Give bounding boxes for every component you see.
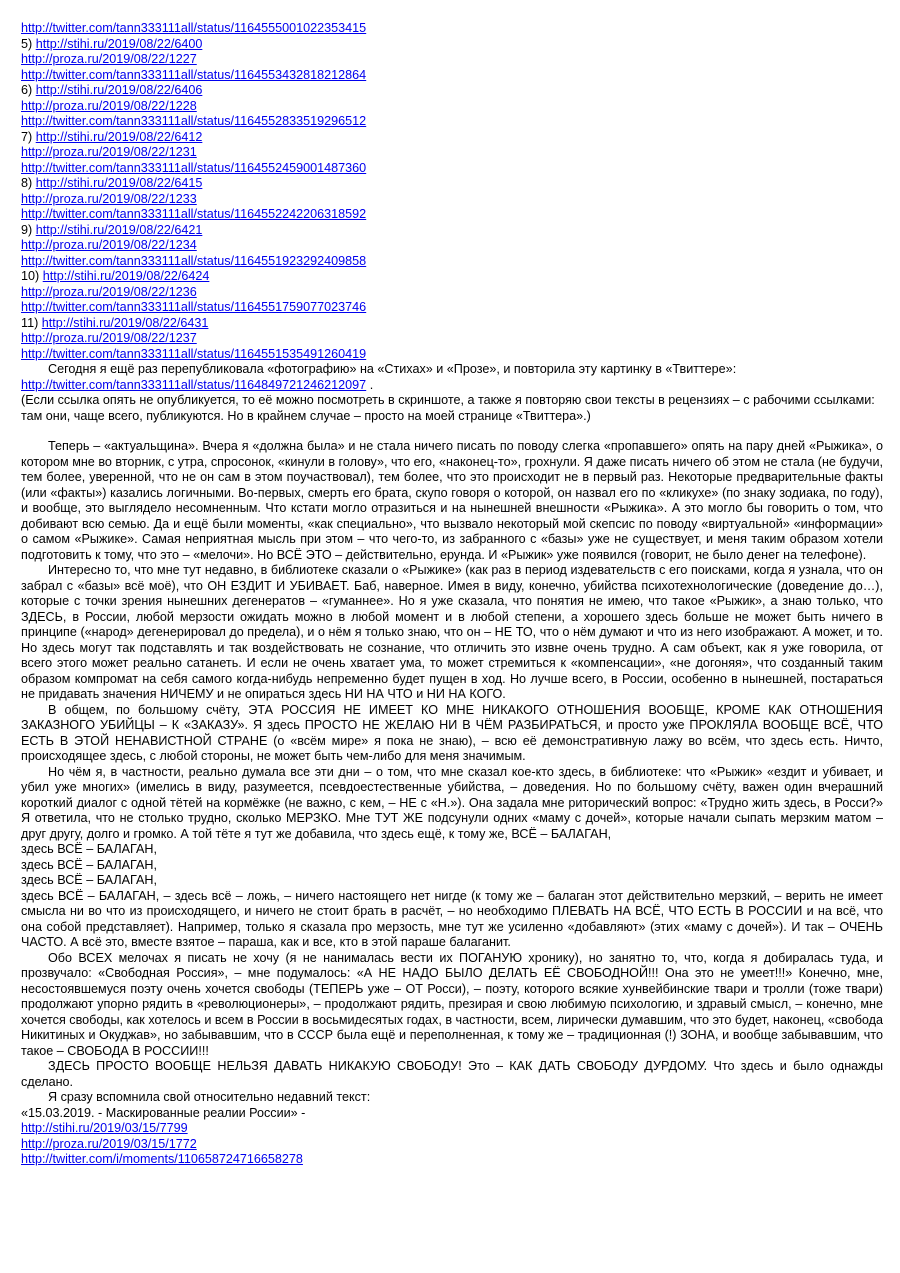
link-number: 6) bbox=[21, 83, 33, 97]
link-row bbox=[21, 68, 883, 84]
link-url[interactable]: http://twitter.com/tann333111all/status/1164552242206318592 bbox=[21, 207, 367, 221]
link-row bbox=[21, 207, 883, 223]
body-paragraph: Но чём я, в частности, реально думала все эти дни – о том, что мне сказал кое-кто здесь, в библиотеке: что «Рыжик» «ездит и убивает, и убил уже многих» (имелись в виду, разумеется, псевдоестественные убийства, – доведения. Но по большому счёту, важен один вчерашний короткий диалог с одной тётей на кормёжке (не важно, с кем, – НЕ с «Н.»). Она задала мне риторический вопрос: «Трудно жить здесь, в Росси?» Я ответила, что не столько трудно, сколько МЕРЗКО. Мне ТУТ ЖЕ подсунули одних «маму с дочей», которые начали сыпать мерзким матом – друг другу, долго и громко. А той тёте я тут же добавила, что здесь ещё, к тому же, ВСЁ – БАЛАГАН, bbox=[21, 764, 883, 841]
link-url[interactable]: http://twitter.com/tann333111all/status/1164552833519296512 bbox=[21, 114, 367, 128]
refrain-line: здесь ВСЁ – БАЛАГАН, bbox=[21, 842, 157, 856]
quote-line: «15.03.2019. - Маскированные реалии России» - bbox=[21, 1105, 306, 1120]
link-url[interactable]: http://proza.ru/2019/08/22/1228 bbox=[21, 98, 197, 113]
link-row bbox=[21, 37, 883, 53]
link-url[interactable]: http://proza.ru/2019/08/22/1233 bbox=[21, 191, 197, 206]
link-url[interactable]: http://twitter.com/tann333111all/status/1164552459001487360 bbox=[21, 160, 367, 175]
link-row bbox=[21, 300, 883, 316]
link-url[interactable]: http://proza.ru/2019/08/22/1231 bbox=[21, 145, 197, 159]
link-url[interactable]: http://stihi.ru/2019/08/22/6421 bbox=[35, 222, 203, 237]
link-row bbox=[21, 114, 883, 130]
links-block bbox=[21, 21, 883, 362]
link-row bbox=[21, 269, 883, 285]
refrain-line: здесь ВСЁ – БАЛАГАН, bbox=[21, 857, 157, 872]
body-paragraph: здесь ВСЁ – БАЛАГАН, – здесь всё – ложь, – ничего настоящего нет нигде (к тому же – балаган этот действительно мерзкий, – верить не имеет смысла ни во что из происходящего, и ничего не стоит брать в расчёт, – но необходимо ПЛЕВАТЬ НА ВСЁ, ЧТО ЕСТЬ В РОССИИ и на всё, что она собой представляет). Например, только я сказала про мерзость, мне тут же усиленно «добавляют» (этих «маму с дочей»). И так – ОЧЕНЬ ЧАСТО. А всё это, вместе взятое – параша, как и все, кто в этой параше балаганит. bbox=[21, 888, 883, 949]
intro-text: Сегодня я ещё раз перепубликовала «фотографию» на «Стихах» и «Прозе», и повторила эту картинку в «Твиттере»: bbox=[48, 362, 737, 376]
body-paragraph: Я сразу вспомнила свой относительно недавний текст: bbox=[48, 1090, 371, 1104]
link-row bbox=[21, 161, 883, 177]
link-row bbox=[21, 176, 883, 192]
body-paragraph: В общем, по большому счёту, ЭТА РОССИЯ НЕ ИМЕЕТ КО МНЕ НИКАКОГО ОТНОШЕНИЯ ВООБЩЕ, КРОМЕ КАК ОТНОШЕНИЯ ЗАКАЗНОГО УБИЙЦЫ – К «ЗАКАЗУ». Я здесь ПРОСТО НЕ ЖЕЛАЮ НИ В ЧЁМ РАЗБИРАТЬСЯ, и просто уже ПРОКЛЯЛА ВООБЩЕ ВСЁ, ЧТО ЕСТЬ В ЭТОЙ НЕНАВИСТНОЙ СТРАНЕ (о «всём мире» я пока не знаю), – всю её демонстративную лажу во всём, что здесь есть. Ничто, происходящее здесь, с любой стороны, не может быть чем-либо для меня значимым. bbox=[21, 702, 883, 763]
body-paragraph: ЗДЕСЬ ПРОСТО ВООБЩЕ НЕЛЬЗЯ ДАВАТЬ НИКАКУЮ СВОБОДУ! Это – КАК ДАТЬ СВОБОДУ ДУРДОМУ. Что здесь и было однажды сделано. bbox=[21, 1059, 883, 1089]
body-paragraph: Обо ВСЕХ мелочах я писать не хочу (я не нанималась вести их ПОГАНУЮ хронику), но занятно то, что, когда я добиралась туда, и прозвучало: «Свободная Россия», – мне подумалось: «А НЕ НАДО БЫЛО ДЕЛАТЬ ЕЁ СВОБОДНОЙ!!! Она это не умеет!!!» Конечно, мне, несостоявшемуся поэту очень хочется свободы (ТЕПЕРЬ уже – ОТ Росси), – поэту, которого всякие хунвейбинские твари и тролли (тоже твари) продолжают упорно рядить в «революционеры», – продолжают рядить, презирая и свою любимую психологию, и здравый смысл, – конечно, мне хочется свободы, как хотелось и всем в России в восьмидесятых годах, в частности, всем, лирически думавшим, что это будет, наконец, «свобода Никитиных и Окуджав», но забывавшим, что в СССР была ещё и переполненная, к тому же – традиционная (!) ЗОНА, и вообще забывавшим, что такое – СВОБОДА В РОССИИ!!! bbox=[21, 950, 883, 1058]
link-url[interactable]: http://stihi.ru/2019/08/22/6400 bbox=[35, 36, 203, 51]
body-paragraph: Теперь – «актуальщина». Вчера я «должна была» и не стала ничего писать по поводу слегка «пропавшего» опять на пару дней «Рыжика», о котором мне во вторник, с утра, спросонок, «кинули в голову», что его, «наконец-то», грохнули. Я даже писать ничего об этом не стала (не будучи, тем более, уверенной, что не он сам в этом поучаствовал), тем более, что это происходит не в первый раз. Некоторые предварительные факты (или «факты») казались логичными. Во-первых, смерть его брата, скупо говоря о которой, он назвал его по «кликухе» (по знаку зодиака, по году), и вообще, это выглядело несомненным. Что кстати могло отразиться и на нынешней внешности «Рыжика». А это могло бы говорить о том, что добивают всю семью. Да и ещё были моменты, «как специально», что вызвало некоторый мой скепсис по поводу «виртуальной» «информации» о самом «Рыжике». Самая неприятная мысль при этом – что чего-то, из забранного с «базы» уже не существует, и меня таким образом хотели подготовить к тому, что это – «мелочи». Но ВСЁ ЭТО – действительно, ерунда. И «Рыжик» уже появился (говорит, не было денег на телефоне). bbox=[21, 439, 883, 562]
link-row bbox=[21, 331, 883, 347]
link-url[interactable]: http://stihi.ru/2019/08/22/6412 bbox=[35, 129, 203, 144]
link-row bbox=[21, 347, 883, 363]
intro-link-tail: . bbox=[366, 377, 374, 392]
link-url[interactable]: http://twitter.com/tann333111all/status/1164555001022353415 bbox=[21, 21, 367, 35]
link-row bbox=[21, 99, 883, 115]
link-url[interactable]: http://twitter.com/tann333111all/status/1164551923292409858 bbox=[21, 253, 367, 268]
link-number: 9) bbox=[21, 222, 33, 237]
intro-note: (Если ссылка опять не опубликуется, то её можно посмотреть в скриншоте, а также я повторяю свои тексты в рецензиях – с рабочими ссылками: там они, чаще всего, публикуются. Но в крайнем случае – просто на моей странице «Твиттера».) bbox=[21, 393, 875, 423]
link-url[interactable]: http://stihi.ru/2019/08/22/6431 bbox=[41, 315, 209, 330]
intro-paragraph bbox=[21, 362, 883, 393]
link-row bbox=[21, 223, 883, 239]
link-row bbox=[21, 145, 883, 161]
refrain-line: здесь ВСЁ – БАЛАГАН, bbox=[21, 873, 157, 887]
final-link[interactable]: http://twitter.com/i/moments/1106587247166582​78 bbox=[21, 1152, 303, 1166]
link-number: 8) bbox=[21, 176, 33, 190]
link-number: 10) bbox=[21, 269, 40, 283]
link-url[interactable]: http://twitter.com/tann333111all/status/1164553432818212864 bbox=[21, 67, 367, 82]
paragraph-gap bbox=[21, 424, 883, 439]
link-number: 7) bbox=[21, 129, 33, 144]
link-row bbox=[21, 192, 883, 208]
link-url[interactable]: http://proza.ru/2019/08/22/1237 bbox=[21, 331, 197, 345]
link-row bbox=[21, 130, 883, 146]
link-row bbox=[21, 83, 883, 99]
document-page bbox=[21, 21, 883, 1168]
link-url[interactable]: http://stihi.ru/2019/08/22/6415 bbox=[35, 176, 203, 190]
intro-link[interactable]: http://twitter.com/tann333111all/status/1164849721246212097 bbox=[21, 377, 367, 392]
link-url[interactable]: http://proza.ru/2019/08/22/1236 bbox=[21, 284, 197, 299]
link-url[interactable]: http://proza.ru/2019/08/22/1234 bbox=[21, 238, 197, 252]
link-number: 11) bbox=[21, 315, 39, 330]
body-paragraph: Интересно то, что мне тут недавно, в библиотеке сказали о «Рыжике» (как раз в период издевательств с его поисками, когда я узнала, что он забрал с «базы» всё моё), что ОН ЕЗДИТ И УБИВАЕТ. Баб, наверное. Имея в виду, конечно, убийства психотехнологические (доведение до…), которые с точки зрения нынешних дегенератов – «гуманнее». Но я уже сказала, что понятия не имею, что такое «Рыжик», а знаю только, что ЗДЕСЬ, в России, любой мерзости ожидать можно в любой момент и в любой степени, а хорошего здесь больше не может быть ничего в принципе («народ» дегенерировал до предела), и о нём я только знаю, что он – НЕ ТО, что о нём думают и что из него изображают. А может, и то. Но здесь могут так подставлять и так воздействовать не сознание, что отличить это извне очень трудно. А сам объект, как я уже говорила, от всего этого может реально сатанеть. И если не очень хватает ума, то может стремиться к «компенсации», «не догоняя», что созданный таким образом компромат на себя самого когда-нибудь непременно будет пущен в ход. Но лучше всего, в России, особенно в нынешней, постараться не придавать значения НИЧЕМУ и не опираться здесь НИ НА ЧТО и НИ НА КОГО. bbox=[21, 563, 883, 701]
link-url[interactable]: http://stihi.ru/2019/08/22/6424 bbox=[42, 269, 210, 283]
link-row bbox=[21, 285, 883, 301]
link-row bbox=[21, 238, 883, 254]
link-number: 5) bbox=[21, 36, 33, 51]
link-row bbox=[21, 254, 883, 270]
link-row bbox=[21, 316, 883, 332]
final-link[interactable]: http://proza.ru/2019/03/15/1772 bbox=[21, 1136, 197, 1151]
link-url[interactable]: http://stihi.ru/2019/08/22/6406 bbox=[35, 83, 203, 97]
link-url[interactable]: http://proza.ru/2019/08/22/1227 bbox=[21, 52, 197, 66]
link-url[interactable]: http://twitter.com/tann333111all/status/1164551535491260419 bbox=[21, 346, 367, 361]
link-row bbox=[21, 21, 883, 37]
link-url[interactable]: http://twitter.com/tann333111all/status/1164551759077023746 bbox=[21, 300, 367, 314]
final-link[interactable]: http://stihi.ru/2019/03/15/7799 bbox=[21, 1121, 188, 1135]
link-row bbox=[21, 52, 883, 68]
